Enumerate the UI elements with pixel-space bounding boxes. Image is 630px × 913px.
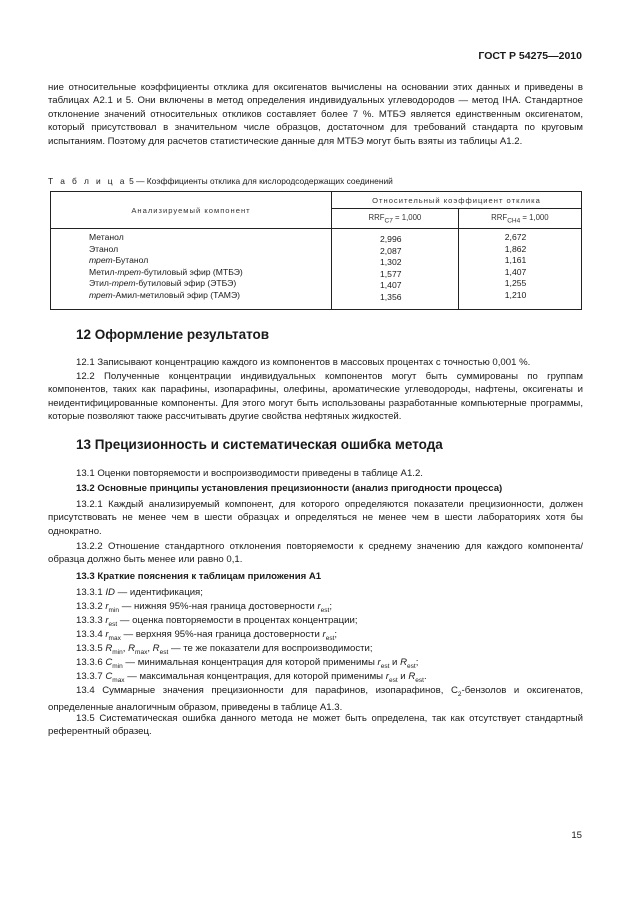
- col-c7-header: $RRF_{C7} = 1,000$: [332, 209, 459, 229]
- para-13-3-1: 13.3.1 ID — идентификация;: [76, 587, 203, 598]
- table-row: трет-Амил-метиловый эфир (ТАМЭ): [89, 289, 241, 300]
- para-13-3-7: 13.3.7 $C_{max}$ — максимальная концентрация, для которой применимы $r_{est}$ и $R_{est}$.: [76, 671, 427, 684]
- para-13-2-2: 13.2.2 Отношение стандартного отклонения повторяемости к среднему значению для каждого компонента/образца должно быть менее или равно 0,1.: [48, 541, 583, 566]
- table-cell: 1,862: [504, 243, 527, 254]
- table-caption-text: 5 — Коэффициенты отклика для кислородсодержащих соединений: [129, 176, 393, 186]
- table-row: Метил-трет-бутиловый эфир (МТБЭ): [89, 266, 243, 277]
- section-13-title: 13 Прецизионность и систематическая ошибка метода: [76, 437, 443, 452]
- table-cell: 1,302: [380, 257, 402, 267]
- table-caption: [48, 176, 393, 186]
- section-12-title: 12 Оформление результатов: [76, 327, 270, 342]
- para-13-1: 13.1 Оценки повторяемости и воспроизводимости приведены в таблице А1.2.: [76, 468, 423, 479]
- para-13-4: 13.4 Суммарные значения прецизионности для парафинов, изопарафинов, $C_2$-бензолов и оксигенатов, определенные аналогичным образом, приведены в таблице А1.3.: [48, 685, 584, 714]
- para-12-1: 12.1 Записывают концентрацию каждого из компонентов в массовых процентах с точностью 0,001 %.: [76, 357, 531, 368]
- para-13-3-6: 13.3.6 $C_{min}$ — минимальная концентрация для которой применимы $r_{est}$ и $R_{est}$;: [76, 657, 419, 670]
- para-13-3: 13.3 Краткие пояснения к таблицам приложения А1: [76, 571, 322, 582]
- table-row: Метанол: [89, 232, 124, 242]
- table-cell: 1,407: [380, 280, 402, 290]
- table-row: Этанол: [89, 243, 119, 254]
- table-cell: 2,672: [504, 232, 527, 242]
- intro-paragraph: ние относительные коэффициенты отклика для оксигенатов вычислены на основании этих данных и приведены в таблицах А2.1 и 5. Они включены в метод определения индивидуальных углеводородов — метод IHA. Стандартное отклонение значений относительных откликов составляет более 7 %. МТБЭ является единственным оксигенатом, который присутствовал в значительном числе образцов, достаточном для требований стандарта по круговым испытаниям. Поэтому для расчетов статистические данные для МТБЭ могут быть взяты из таблицы А1.2.: [48, 82, 583, 147]
- para-13-3-2: 13.3.2 $r_{min}$ — нижняя 95%-ная граница достоверности $r_{est}$;: [76, 601, 333, 614]
- table-cell: 2,996: [380, 234, 402, 244]
- col-component-header: Анализируемый компонент: [51, 192, 332, 229]
- para-12-2: 12.2 Полученные концентрации индивидуальных компонентов могут быть суммированы по группам компонентов, таких как парафины, изопарафины, олефины, ароматические углеводороды, нафтены, оксигенаты и неидентифицированные компоненты. Для этого могут быть использованы разработанные компьютерные программы, которые позволяют также рассчитывать другие свойства нефтяных жидкостей.: [48, 371, 583, 423]
- table-row: трет-Бутанол: [89, 255, 149, 265]
- para-13-3-3: 13.3.3 $r_{est}$ — оценка повторяемости в процентах концентрации;: [76, 615, 358, 628]
- table-caption-label: Т а б л и ц а: [48, 176, 127, 186]
- table-cell: 2,087: [380, 245, 402, 256]
- c7-values: [332, 229, 459, 310]
- para-13-3-5: 13.3.5 $R_{min}$, $R_{max}$, $R_{est}$ — те же показатели для воспроизводимости;: [76, 643, 373, 656]
- col-ch4-header: $RRF_{CH4} = 1,000$: [458, 209, 581, 229]
- component-names: [51, 229, 332, 310]
- para-13-2: 13.2 Основные принципы установления прецизионности (анализ пригодности процесса): [76, 483, 503, 494]
- document-header: ГОСТ Р 54275—2010: [478, 50, 582, 62]
- table-cell: 1,577: [380, 268, 402, 279]
- page-number: 15: [571, 830, 582, 841]
- col-group-header: Относительный коэффициент отклика: [332, 192, 582, 209]
- response-factor-table: [50, 191, 582, 310]
- ch4-values: [458, 229, 581, 310]
- para-13-5: 13.5 Систематическая ошибка данного метода не может быть определена, так как отсутствует стандартный референтный образец.: [48, 713, 583, 738]
- table-cell: 1,407: [504, 266, 527, 277]
- para-13-3-4: 13.3.4 $r_{max}$ — верхняя 95%-ная граница достоверности $r_{est}$;: [76, 629, 338, 642]
- para-13-2-1: 13.2.1 Каждый анализируемый компонент, для которого определяются показатели прецизионности, должен присутствовать не менее чем в шести образцах и определяться не менее чем в шести лабораториях хотя бы однократно.: [48, 499, 583, 537]
- table-cell: 1,356: [380, 291, 402, 302]
- table-cell: 1,255: [504, 278, 527, 288]
- table-row: Этил-трет-бутиловый эфир (ЭТБЭ): [89, 278, 237, 288]
- table-cell: 1,210: [504, 289, 527, 300]
- table-cell: 1,161: [504, 255, 527, 265]
